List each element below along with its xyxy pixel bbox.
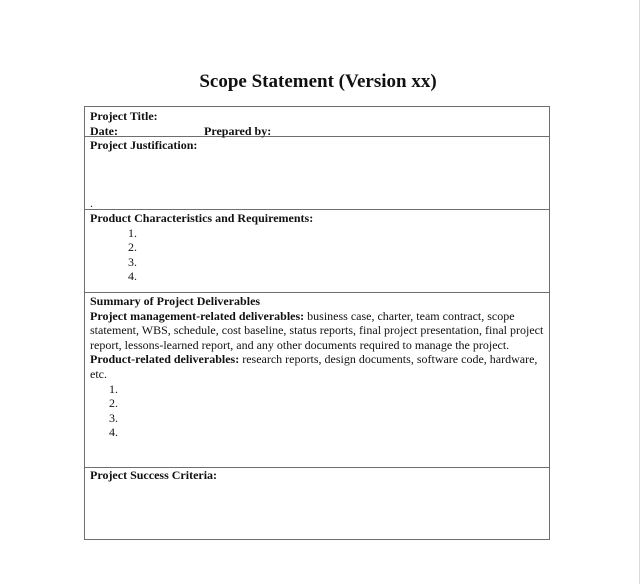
page-edge-line xyxy=(639,0,640,584)
characteristics-section xyxy=(85,210,549,293)
success-criteria-section xyxy=(85,468,549,540)
deliverables-section xyxy=(85,293,549,468)
scope-statement-table xyxy=(84,106,550,540)
deliverables-list xyxy=(90,382,544,440)
page-title: Scope Statement (Version xx) xyxy=(199,71,437,92)
date-label: Date: xyxy=(90,123,118,138)
deliverables-heading: Summary of Project Deliverables xyxy=(90,294,261,308)
justification-placeholder: . xyxy=(90,196,93,210)
prepared-by-label: Prepared by: xyxy=(204,123,272,138)
justification-label: Project Justification: xyxy=(90,138,198,152)
project-title-label: Project Title: xyxy=(90,109,158,123)
list-item: 2. xyxy=(128,240,137,255)
header-section xyxy=(85,107,549,137)
list-item: 4. xyxy=(109,425,118,440)
product-deliverables-label: Product-related deliverables: xyxy=(90,352,240,367)
list-item: 3. xyxy=(128,254,137,269)
list-item: 4. xyxy=(128,269,137,284)
pm-deliverables-paragraph xyxy=(90,309,544,353)
product-deliverables-text: research reports, design documents, software code, hardware, etc. xyxy=(90,352,538,381)
characteristics-list xyxy=(90,226,544,284)
pm-deliverables-label: Project management-related deliverables: xyxy=(90,308,305,323)
justification-section xyxy=(85,137,549,210)
product-deliverables-paragraph xyxy=(90,352,544,381)
date-row xyxy=(90,124,544,138)
list-item: 1. xyxy=(109,381,118,396)
characteristics-label: Product Characteristics and Requirements: xyxy=(90,211,314,225)
list-item: 1. xyxy=(128,225,137,240)
list-item: 2. xyxy=(109,396,118,411)
pm-deliverables-text: business case, charter, team contract, scope statement, WBS, schedule, cost baseline, status reports, final project presentation, final project report, lessons-learned report, and any other documents required to manage the project. xyxy=(90,308,544,352)
list-item: 3. xyxy=(109,410,118,425)
success-criteria-label: Project Success Criteria: xyxy=(90,468,218,482)
